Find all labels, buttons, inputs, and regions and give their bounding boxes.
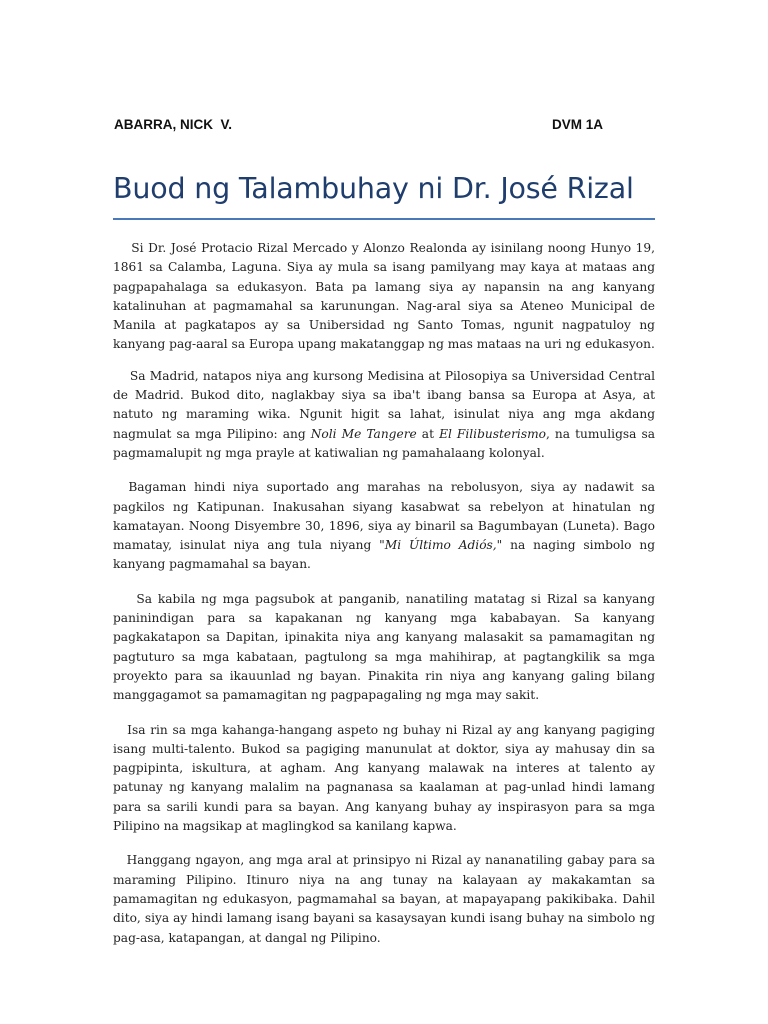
paragraph-2-text-b: at	[416, 426, 440, 441]
paragraph-4: Sa kabila ng mga pagsubok at panganib, nanatiling matatag si Rizal sa kanyang paninindigan para sa kapakanan ng kanyang mga kababayan. Sa kanyang pagkakatapon sa Dapitan, ipinakita niya ang kanyang malasakit sa pamamagitan ng pagtuturo sa mga kabataan, pagtulong sa mga mahihirap, at pagtangkilik sa mga proyekto para sa ikauunlad ng bayan. Pinakita rin niya ang kanyang galing bilang manggagamot sa pamamagitan ng pagpapagaling ng mga may sakit.	[113, 591, 659, 703]
paragraph-2	[113, 367, 659, 463]
paragraph-3-text-a: Bagaman hindi niya suportado ang marahas na rebolusyon, siya ay nadawit sa pagkilos ng Katipunan. Inakusahan siyang kasabwat sa rebelyon at hinatulan ng kamatayan. Noong Disyembre 30, 1896, siya ay binaril sa Bagumbayan (Luneta). Bago mamatay, isinulat niya ang tula niyang	[113, 480, 659, 553]
el-filibusterismo-title: El Filibusterismo	[439, 426, 546, 441]
mi-ultimo-adios-title: "Mi Último Adiós,"	[379, 538, 503, 553]
noli-me-tangere-title: Noli Me Tangere	[310, 426, 417, 441]
paragraph-2-text-a: Sa Madrid, natapos niya ang kursong Medisina at Pilosopiya sa Universidad Central de Madrid. Bukod dito, naglakbay siya sa iba't ibang bansa sa Europa at Asya, at natuto ng maraming wika. Ngunit higit sa lahat, isinulat niya ang mga akdang nagmulat sa mga Pilipino: ang	[113, 368, 659, 441]
student-name: ABARRA, NICK V.	[114, 117, 233, 132]
title-underline	[113, 218, 655, 220]
paragraph-1: Si Dr. José Protacio Rizal Mercado y Alonzo Realonda ay isinilang noong Hunyo 19, 1861 sa Calamba, Laguna. Siya ay mula sa isang pamilyang may kaya at mataas ang pagpapahalaga sa edukasyon. Bata pa lamang siya ay napansin na ang kanyang katalinuhan at pagmamahal sa karunungan. Nag-aral siya sa Ateneo Municipal de Manila at pagkatapos ay sa Unibersidad ng Santo Tomas, ngunit nagpatuloy ng kanyang pag-aaral sa Europa upang makatanggap ng mas mataas na uri ng edukasyon.	[113, 241, 659, 352]
document-body	[113, 239, 659, 962]
paragraph-3-text-b: na naging simbolo ng kanyang pagmamahal sa bayan.	[113, 538, 659, 572]
paragraph-3	[113, 478, 659, 574]
paragraph-5: Isa rin sa mga kahanga-hangang aspeto ng buhay ni Rizal ay ang kanyang pagiging isang multi-talento. Bukod sa pagiging manunulat at doktor, siya ay mahusay din sa pagpipinta, iskultura, at agham. Ang kanyang malawak na interes at talento ay patunay ng kanyang malalim na pagnanasa sa kaalaman at pag-unlad hindi lamang para sa sarili kundi para sa bayan. Ang kanyang buhay ay inspirasyon para sa mga Pilipino na magsikap at maglingkod sa kanilang kapwa.	[113, 722, 659, 834]
document-title: Buod ng Talambuhay ni Dr. José Rizal	[113, 172, 634, 205]
paragraph-6: Hanggang ngayon, ang mga aral at prinsipyo ni Rizal ay nananatiling gabay para sa maraming Pilipino. Itinuro niya na ang tunay na kalayaan ay makakamtan sa pamamagitan ng edukasyon, pagmamahal sa bayan, at mapayapang pakikibaka. Dahil dito, siya ay hindi lamang isang bayani sa kasaysayan kundi isang buhay na simbolo ng pag-asa, katapangan, at dangal ng Pilipino.	[113, 853, 659, 945]
class-section: DVM 1A	[552, 117, 604, 132]
paragraph-2-text-c: , na tumuligsa sa pagmamalupit ng mga prayle at katiwalian ng pamahalaang kolonyal.	[113, 426, 659, 460]
